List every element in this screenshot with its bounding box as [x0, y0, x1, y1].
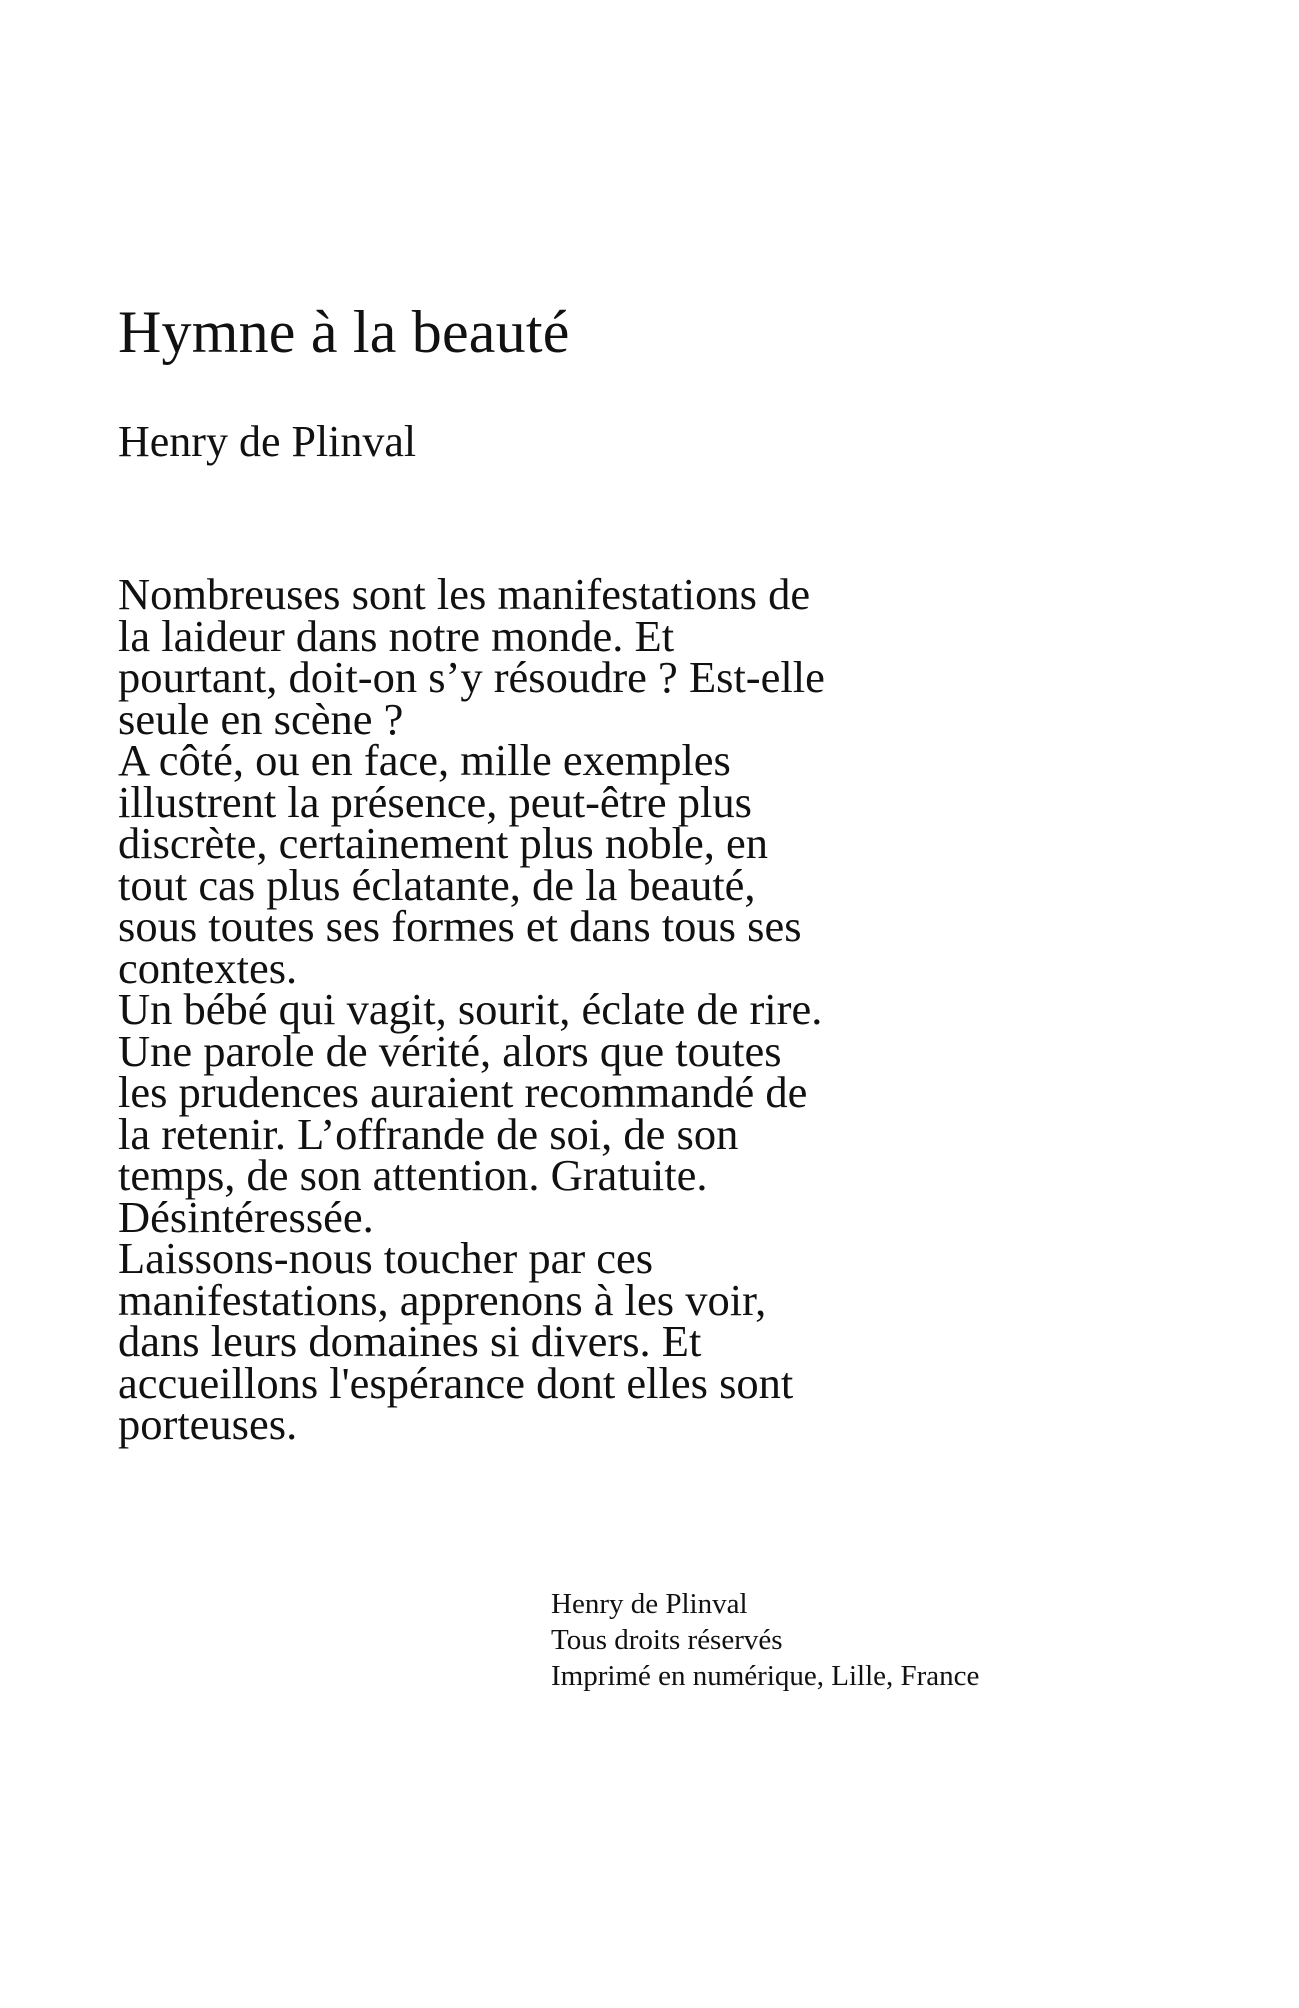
document-body: [118, 569, 998, 1449]
body-line: Nombreuses sont les manifestations de: [118, 569, 811, 619]
body-line: temps, de son attention. Gratuite.: [118, 1150, 708, 1200]
body-line: les prudences auraient recommandé de: [118, 1067, 808, 1117]
body-line: illustrent la présence, peut-être plus: [118, 776, 752, 827]
body-line: porteuses.: [118, 1399, 298, 1449]
document-author: Henry de Plinval: [118, 417, 417, 466]
body-line: Un bébé qui vagit, sourit, éclate de rire.: [118, 984, 823, 1034]
body-line: accueillons l'espérance dont elles sont: [118, 1357, 794, 1408]
colophon-rights: Tous droits réservés: [551, 1624, 783, 1656]
colophon: [551, 1586, 979, 1694]
body-line: discrète, certainement plus noble, en: [118, 818, 768, 868]
body-line: A côté, ou en face, mille exemples: [118, 735, 731, 785]
body-line: pourtant, doit-on s’y résoudre ? Est-elle: [118, 652, 825, 702]
body-line: la retenir. L’offrande de soi, de son: [118, 1108, 739, 1159]
body-line: tout cas plus éclatante, de la beauté,: [118, 859, 756, 910]
colophon-author: Henry de Plinval: [551, 1588, 748, 1620]
body-line: Désintéressée.: [118, 1191, 374, 1242]
colophon-printing: Imprimé en numérique, Lille, France: [551, 1660, 980, 1692]
body-line: manifestations, apprenons à les voir,: [118, 1274, 767, 1325]
body-line: seule en scène ?: [118, 693, 404, 744]
document-title: Hymne à la beauté: [118, 299, 570, 365]
body-line: sous toutes ses formes et dans tous ses: [118, 901, 802, 951]
body-line: Laissons-nous toucher par ces: [118, 1233, 654, 1283]
body-line: la laideur dans notre monde. Et: [118, 610, 675, 661]
body-line: Une parole de vérité, alors que toutes: [118, 1025, 782, 1076]
body-line: contextes.: [118, 942, 298, 993]
body-line: dans leurs domaines si divers. Et: [118, 1316, 702, 1366]
